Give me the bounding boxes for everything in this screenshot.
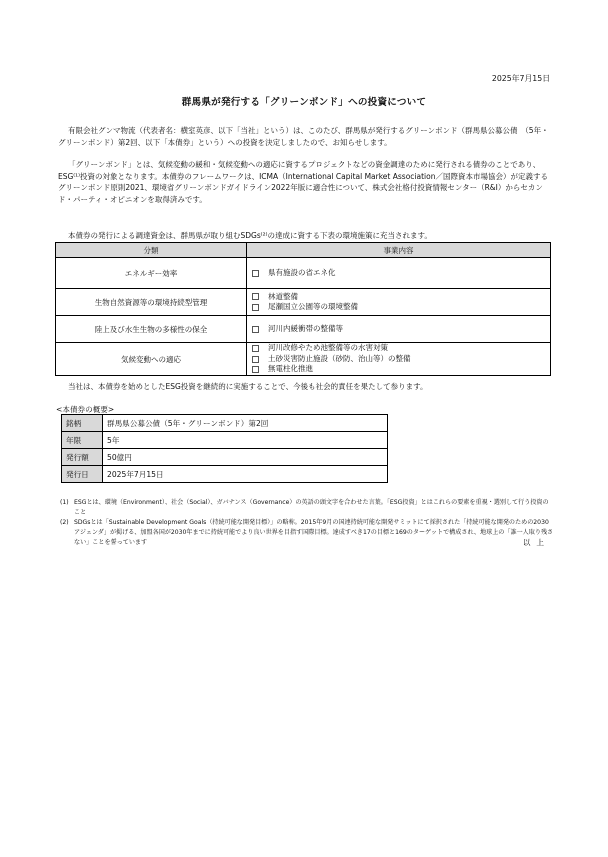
table-row <box>56 343 551 376</box>
overview-value: 5年 <box>103 432 388 449</box>
table-row <box>56 316 551 343</box>
overview-value: 2025年7月15日 <box>103 466 388 483</box>
commitment-paragraph <box>58 381 550 393</box>
table-header-row <box>56 243 551 258</box>
overview-value: 群馬県公募公債（5年・グリーンボンド）第2回 <box>103 415 388 432</box>
item-text: 無電柱化推進 <box>268 364 313 374</box>
items-cell <box>247 258 551 289</box>
list-item <box>252 343 550 354</box>
checkbox-icon <box>252 356 259 363</box>
closing-mark: 以上 <box>522 538 550 547</box>
list-item <box>252 292 550 303</box>
header-content: 事業内容 <box>247 243 551 258</box>
item-text: 土砂災害防止施設（砂防、治山等）の整備 <box>268 353 411 363</box>
commitment-text: 当社は、本債券を始めとしたESG投資を継続的に実施することで、今後も社会的責任を果たして参ります。 <box>68 382 428 391</box>
items-cell <box>247 316 551 343</box>
overview-title: <本債券の概要> <box>56 405 115 414</box>
document-title: 群馬県が発行する「グリーンボンド」への投資について <box>181 97 427 108</box>
table-row <box>62 466 388 483</box>
footnotes <box>60 498 554 548</box>
table-row <box>62 415 388 432</box>
overview-label: 発行額 <box>62 449 103 466</box>
category-cell: エネルギー効率 <box>56 258 247 289</box>
list-item <box>252 324 550 335</box>
category-cell: 陸上及び水生生物の多様性の保全 <box>56 316 247 343</box>
list-item <box>252 268 550 279</box>
checkbox-icon <box>252 326 259 333</box>
items-cell <box>247 289 551 316</box>
items-cell <box>247 343 551 376</box>
footnote <box>60 518 554 548</box>
checkbox-icon <box>252 345 259 352</box>
list-item <box>252 364 550 375</box>
list-item <box>252 354 550 365</box>
item-text: 尾瀬国立公園等の環境整備 <box>268 302 358 311</box>
green-bond-text: 「グリーンボンド」とは、気候変動の緩和・気候変動への適応に資するプロジェクトなどの資金調達のために発行される債券のことであり、ESG⁽¹⁾投資の対象となります。本債券のフレームワークは、ICMA（International Capital Market Association／国際資本市場協会）が定義するグリーンボンド原則2021、環境省グリーンボンドガイドライン2022年版に適合性について、株式会社格付投資情報センター（R&I）からセカンド・パーティ・オピニオンを取得済みです。 <box>58 160 548 204</box>
item-text: 河川改修やため池整備等の水害対策 <box>268 343 388 353</box>
overview-value: 50億円 <box>103 449 388 466</box>
category-cell: 生物自然資源等の環境持続型管理 <box>56 289 247 316</box>
projects-table <box>55 242 551 376</box>
green-bond-paragraph <box>58 159 550 205</box>
funds-paragraph <box>58 230 550 242</box>
checkbox-icon <box>252 293 259 300</box>
funds-text: 本債券の発行による調達資金は、群馬県が取り組むSDGs⁽²⁾の達成に資する下表の環境施策に充当されます。 <box>68 231 432 240</box>
category-cell: 気候変動への適応 <box>56 343 247 376</box>
table-row <box>56 289 551 316</box>
checkbox-icon <box>252 304 259 311</box>
table-row <box>56 258 551 289</box>
overview-table <box>61 414 388 483</box>
intro-text: 有限会社グンマ物流（代表者名：横室英彦、以下「当社」という）は、このたび、群馬県が発行するグリーンボンド（群馬県公募公債 （5年・グリーンボンド）第2回、以下「本債券」という）への投資を決定しましたので、お知らせします。 <box>58 126 549 147</box>
footnote <box>60 498 554 518</box>
list-item <box>252 302 550 313</box>
checkbox-icon <box>252 270 259 277</box>
footnote-number: (1) <box>60 499 69 506</box>
table-row <box>62 432 388 449</box>
checkbox-icon <box>252 366 259 373</box>
overview-label: 発行日 <box>62 466 103 483</box>
footnote-text: ESGとは、環境（Environment）、社会（Social）、ガバナンス（Governance）の英語の頭文字を合わせた言葉。「ESG投資」とはこれらの要素を重視・選別して行う投資のこと <box>74 499 549 516</box>
document-date: 2025年7月15日 <box>491 74 550 83</box>
header-category: 分類 <box>56 243 247 258</box>
footnote-text: SDGsとは「Sustainable Development Goals（持続可能な開発目標）」の略称。2015年9月の国連持続可能な開発サミットにて採択された「持続可能な開発のための2030アジェンダ」が掲げる、加盟各国が2030年までに持続可能でより良い世界を目指す国際目標。達成すべき17の目標と169のターゲットで構成され、地球上の「誰一人取り残さない」ことを誓っています <box>74 519 554 546</box>
table-row <box>62 449 388 466</box>
overview-label: 銘柄 <box>62 415 103 432</box>
item-text: 林道整備 <box>268 291 298 301</box>
item-text: 河川内緩衝帯の整備等 <box>268 323 343 333</box>
intro-paragraph <box>58 125 550 148</box>
overview-label: 年限 <box>62 432 103 449</box>
footnote-number: (2) <box>60 519 69 526</box>
item-text: 県有施設の省エネ化 <box>268 267 336 277</box>
